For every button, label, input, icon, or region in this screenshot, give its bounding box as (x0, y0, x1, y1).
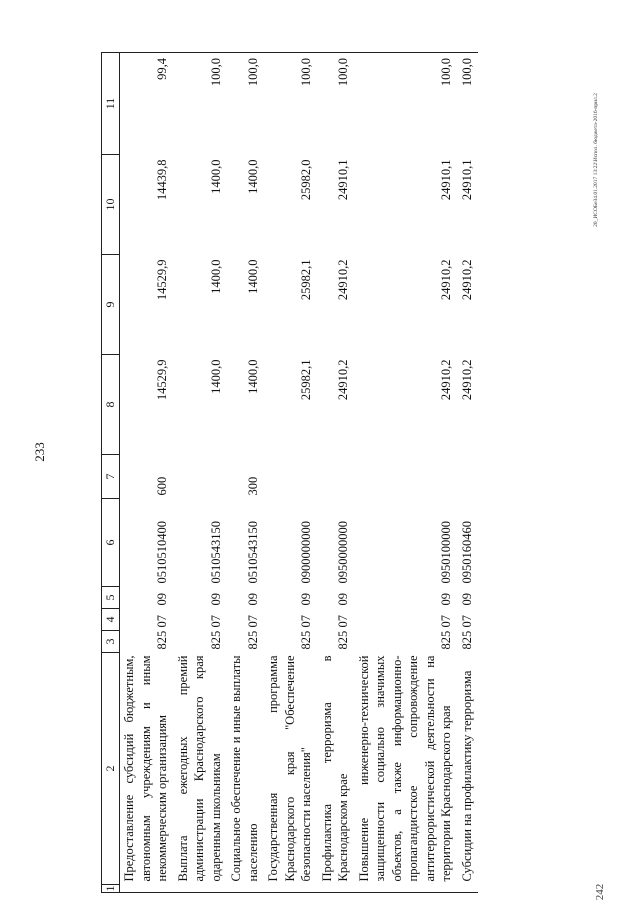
col-header-10: 10 (102, 155, 120, 255)
row-name: Повышение инженерно-технической защищенности социально значимых объектов, а также информационно-пропагандистское сопровождение антитеррористической деятельности на территории Краснодарского края (356, 655, 453, 882)
value-col10: 25982,0 (299, 159, 313, 201)
percent-col11: 100,0 (264, 53, 318, 155)
col-header-5: 5 (102, 587, 120, 609)
budget-table (101, 52, 478, 893)
value-col9: 1400,0 (245, 259, 260, 294)
section-code: 07 (245, 615, 260, 628)
percent-col11: 99,4 (120, 53, 174, 155)
section-code: 07 (299, 615, 313, 628)
expense-type-code: 600 (155, 476, 169, 496)
table-row (227, 53, 264, 893)
document-path-code: 20_ИСОБеЗ4.01.2017 13:22\Испол. бюджета-2016-прил.2 (593, 93, 599, 227)
value-col8: 24910,2 (336, 359, 350, 401)
expense-type-code (458, 455, 479, 499)
value-col8: 24910,2 (439, 359, 453, 401)
value-col9: 24910,2 (336, 259, 350, 301)
col-header-9: 9 (102, 255, 120, 355)
ministry-code: 825 (299, 630, 313, 650)
row-name: Выплата ежегодных премий администрации Краснодарского края одаренным школьникам (175, 655, 223, 882)
value-col10: 14439,8 (155, 159, 169, 201)
section-code: 07 (155, 615, 169, 628)
ministry-code: 825 (208, 630, 223, 650)
section-code: 07 (208, 615, 223, 628)
table-row (174, 53, 228, 893)
ministry-code: 825 (336, 630, 350, 650)
expense-type-code (318, 455, 355, 499)
subsection-code: 09 (459, 593, 474, 606)
col-header-1: 1 (102, 885, 120, 893)
target-article-code: 0950100000 (439, 521, 453, 584)
target-article-code: 0950000000 (336, 521, 350, 584)
budget-table-container (101, 53, 601, 893)
target-article-code: 0510510400 (155, 521, 169, 584)
value-col8: 25982,1 (299, 359, 313, 401)
target-article-code: 0510543150 (245, 521, 260, 584)
value-col9: 24910,2 (439, 259, 453, 301)
ministry-code: 825 (439, 630, 453, 650)
table-row (264, 53, 318, 893)
row-name: Предоставление субсидий бюджетным, автономным учреждениям и иным некоммерческим организациям (122, 655, 169, 882)
target-article-code: 0950160460 (459, 521, 474, 584)
col-header-2: 2 (102, 653, 120, 885)
ministry-code: 825 (155, 630, 169, 650)
page-number: 233 (32, 442, 47, 462)
value-col9: 25982,1 (299, 259, 313, 301)
value-col9: 24910,2 (459, 259, 474, 301)
row-name: Субсидии на профилактику терроризма (459, 670, 474, 882)
expense-type-code (264, 455, 318, 499)
value-col10: 1400,0 (245, 159, 260, 194)
value-col10: 1400,0 (208, 159, 223, 194)
percent-col11: 100,0 (318, 53, 355, 155)
value-col10: 24910,1 (439, 159, 453, 201)
percent-col11: 100,0 (458, 53, 479, 155)
value-col10: 24910,1 (336, 159, 350, 201)
row-name: Социальное обеспечение и иные выплаты населению (229, 655, 260, 882)
row-name: Профилактика терроризма в Краснодарском крае (319, 655, 350, 882)
expense-type-code: 300 (245, 476, 260, 496)
percent-col11: 100,0 (227, 53, 264, 155)
value-col9: 14529,9 (155, 259, 169, 301)
subsection-code: 09 (155, 593, 169, 606)
section-code: 07 (439, 615, 453, 628)
ministry-code: 825 (245, 630, 260, 650)
col-header-4: 4 (102, 609, 120, 631)
value-col8: 24910,2 (459, 359, 474, 401)
sheet-number: 242 (594, 883, 606, 901)
col-header-6: 6 (102, 499, 120, 587)
value-col8: 1400,0 (245, 359, 260, 394)
percent-col11: 100,0 (355, 53, 458, 155)
subsection-code: 09 (439, 593, 453, 606)
table-row (458, 53, 479, 893)
percent-col11: 100,0 (174, 53, 228, 155)
section-code: 07 (459, 615, 474, 628)
subsection-code: 09 (208, 593, 223, 606)
ministry-code: 825 (459, 630, 474, 650)
section-code: 07 (336, 615, 350, 628)
table-row (355, 53, 458, 893)
col-header-7: 7 (102, 455, 120, 499)
table-row (318, 53, 355, 893)
expense-type-code (355, 455, 458, 499)
col-header-11: 11 (102, 53, 120, 155)
row-name: Государственная программа Краснодарского края "Обеспечение безопасности населения" (266, 655, 313, 882)
col-header-3: 3 (102, 631, 120, 653)
expense-type-code (174, 455, 228, 499)
column-number-header (102, 53, 120, 893)
target-article-code: 0900000000 (299, 521, 313, 584)
col-header-8: 8 (102, 355, 120, 455)
value-col9: 1400,0 (208, 259, 223, 294)
value-col8: 1400,0 (208, 359, 223, 394)
target-article-code: 0510543150 (208, 521, 223, 584)
value-col8: 14529,9 (155, 359, 169, 401)
subsection-code: 09 (336, 593, 350, 606)
value-col10: 24910,1 (459, 159, 474, 201)
table-row (120, 53, 174, 893)
subsection-code: 09 (299, 593, 313, 606)
subsection-code: 09 (245, 593, 260, 606)
